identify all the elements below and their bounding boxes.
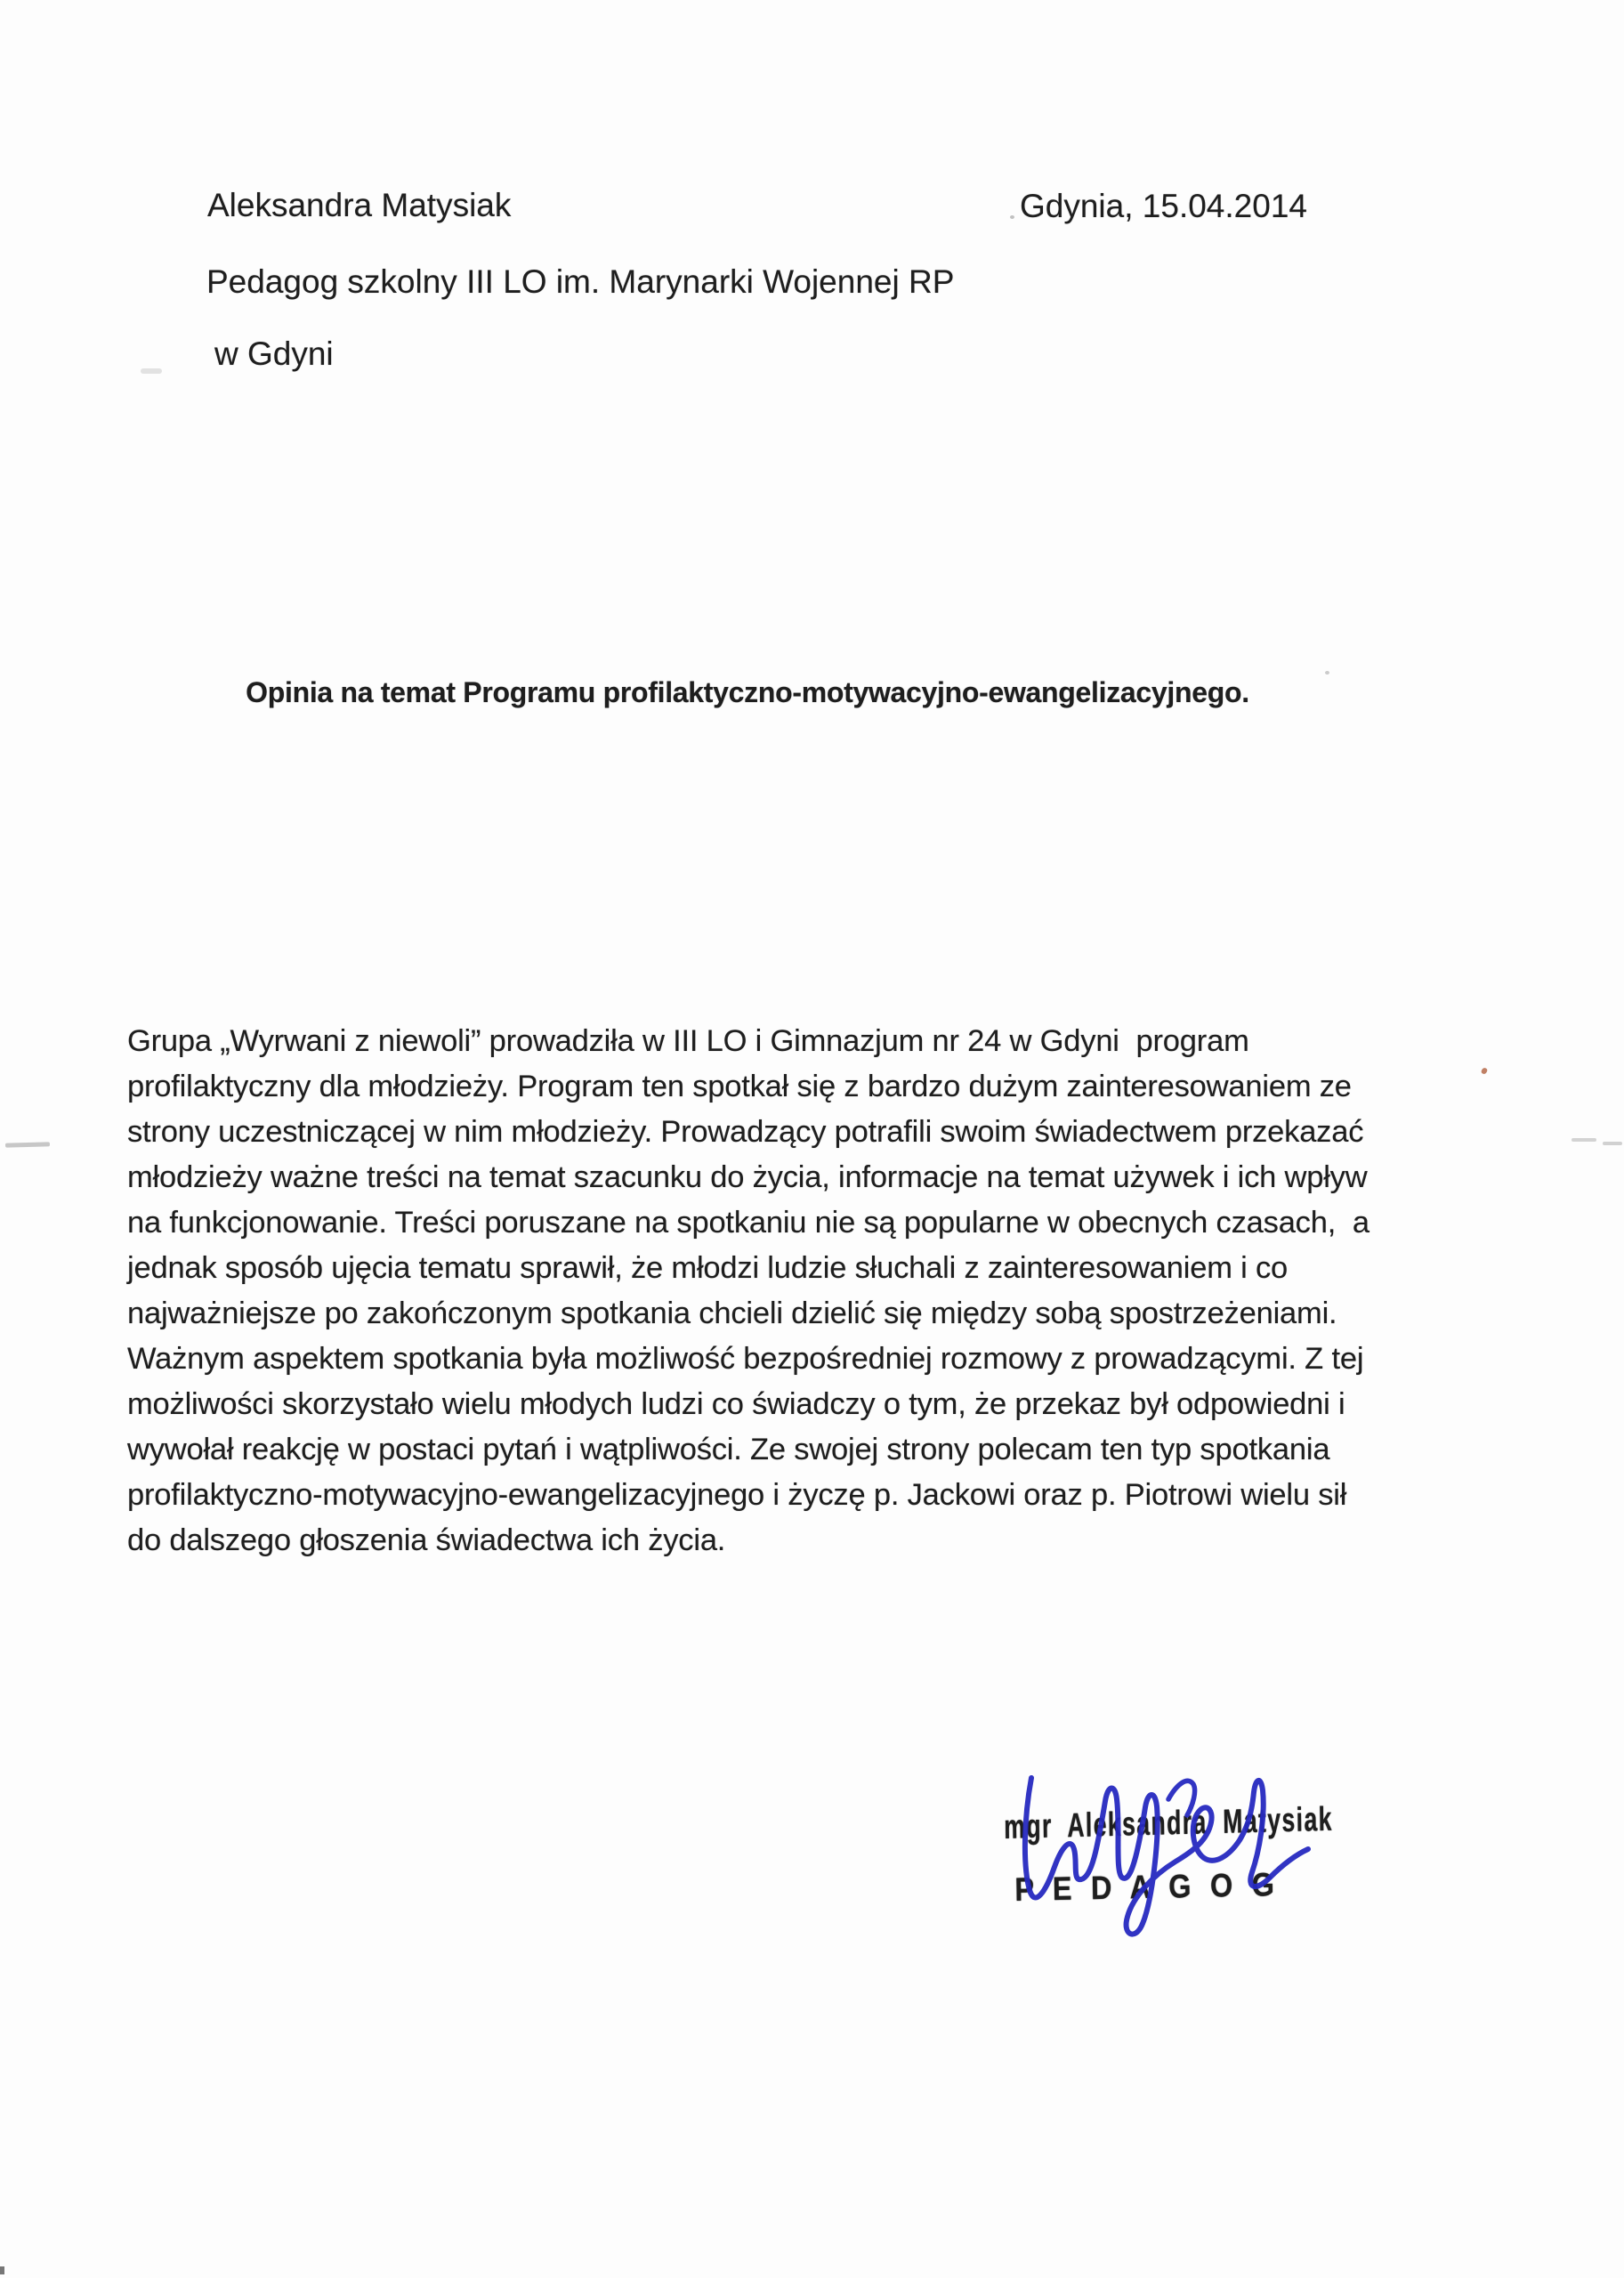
scan-artifact-speck — [1481, 1067, 1488, 1075]
place-and-date: Gdynia, 15.04.2014 — [1020, 188, 1307, 224]
body-line: na funkcjonowanie. Treści poruszane na spotkaniu nie są popularne w obecnych czasach, a — [127, 1206, 1369, 1240]
body-line: młodzieży ważne treści na temat szacunku do życia, informacje na temat używek i ich wpływ — [127, 1160, 1368, 1194]
body-line: profilaktyczno-motywacyjno-ewangelizacyjnego i życzę p. Jackowi oraz p. Piotrowi wielu sił — [127, 1478, 1347, 1512]
body-line: najważniejsze po zakończonym spotkania chcieli dzielić się między sobą spostrzeżeniami. — [127, 1297, 1337, 1330]
body-line: strony uczestniczącej w nim młodzieży. Prowadzący potrafili swoim świadectwem przekazać — [127, 1115, 1364, 1149]
body-line: Ważnym aspektem spotkania była możliwość bezpośredniej rozmowy z prowadzącymi. Z tej — [127, 1342, 1364, 1376]
scan-artifact-dash-right — [1603, 1142, 1622, 1145]
body-line: Grupa „Wyrwani z niewoli” prowadziła w III LO i Gimnazjum nr 24 w Gdyni program — [127, 1024, 1249, 1058]
letter-body — [127, 1019, 1462, 1563]
body-line: profilaktyczny dla młodzieży. Program ten spotkał się z bardzo dużym zainteresowaniem ze — [127, 1070, 1352, 1103]
scan-artifact-tick — [0, 2266, 4, 2274]
stamp-name-text: mgr Aleksandra Matysiak — [1004, 1800, 1334, 1846]
body-line: możliwości skorzystało wielu młodych ludzi co świadczy o tym, że przekaz był odpowiedni i — [127, 1387, 1345, 1421]
handwritten-signature-icon — [1019, 1767, 1321, 1945]
document-title: Opinia na temat Programu profilaktyczno-motywacyjno-ewangelizacyjnego. — [246, 676, 1249, 708]
scan-artifact-speck — [1010, 215, 1014, 219]
scan-artifact-dash-right — [1571, 1138, 1596, 1142]
body-line: jednak sposób ujęcia tematu sprawił, że młodzi ludzie słuchali z zainteresowaniem i co — [127, 1251, 1289, 1285]
body-line: wywołał reakcję w postaci pytań i wątpliwości. Ze swojej strony polecam ten typ spotkania — [127, 1433, 1330, 1466]
scan-artifact-dash-left — [5, 1142, 50, 1147]
body-line: do dalszego głoszenia świadectwa ich życia. — [127, 1523, 726, 1557]
signature-block — [979, 1757, 1361, 1971]
stamp-role-text: P E D A G O G — [1014, 1866, 1281, 1908]
sender-name: Aleksandra Matysiak — [207, 187, 512, 223]
sender-role: Pedagog szkolny III LO im. Marynarki Wojennej RP — [206, 263, 955, 300]
sender-city: w Gdyni — [214, 335, 334, 372]
scan-artifact-speck — [1325, 671, 1329, 675]
scan-artifact-smudge — [141, 368, 162, 374]
